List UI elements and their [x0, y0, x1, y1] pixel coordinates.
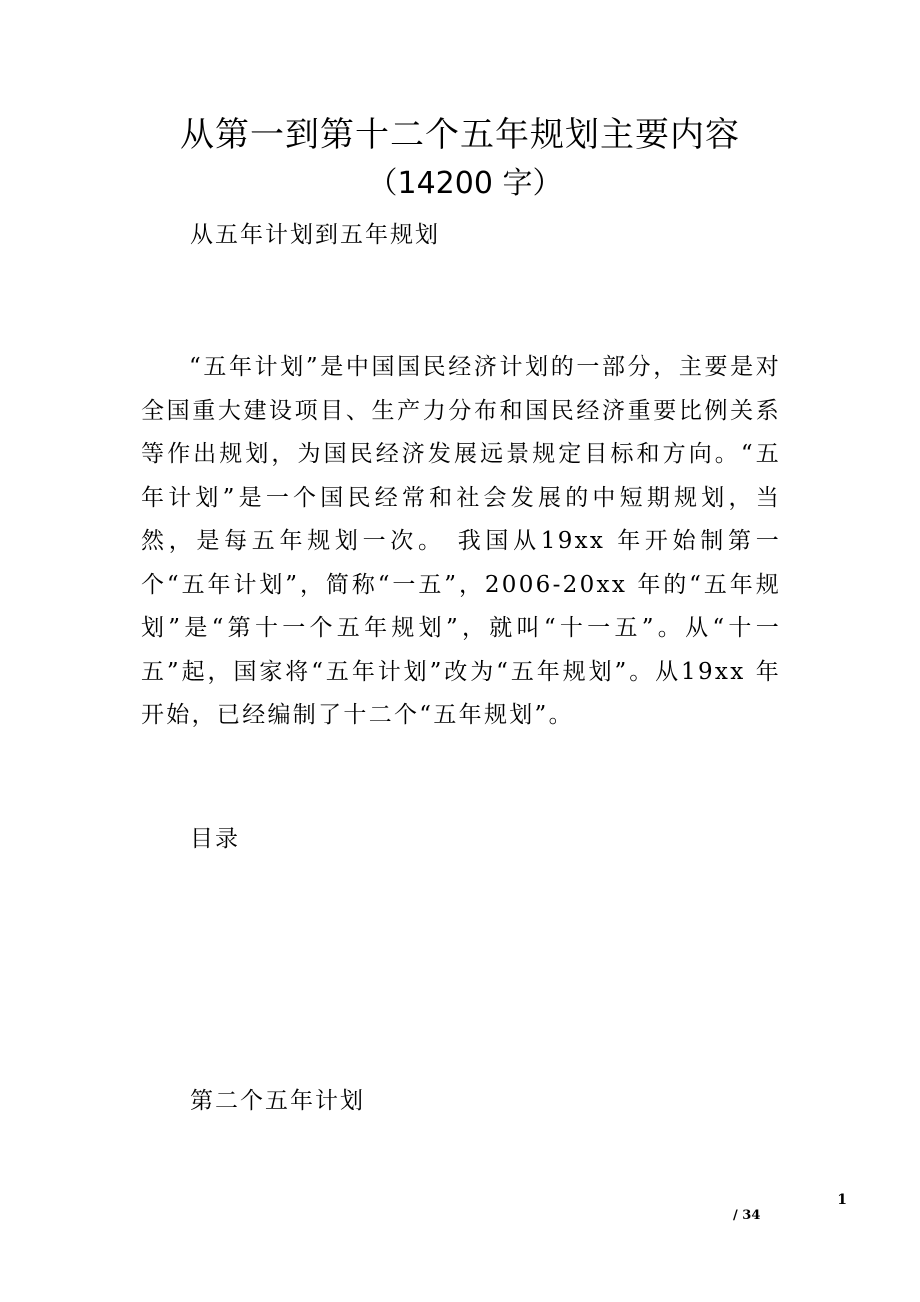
page-number: 1: [837, 1192, 847, 1208]
body-paragraph: “五年计划”是中国国民经济计划的一部分，主要是对全国重大建设项目、生产力分布和国民经济重要比例关系等作出规划，为国民经济发展远景规定目标和方向。“五年计划”是一个国民经常和社会发展的中短期规划，当然，是每五年规划一次。 我国从19xx 年开始制第一个“五年计划”，简称“一五”，2006-20xx 年的“五年规划”是“第十一个五年规划”，就叫“十一五”。从“十一五”起，国家将“五年计划”改为“五年规划”。从19xx 年开始，已经编制了十二个“五年规划”。: [141, 354, 781, 728]
section-heading: 从五年计划到五年规划: [190, 222, 440, 248]
document-subtitle: （14200 字）: [367, 166, 563, 201]
second-plan-heading: 第二个五年计划: [190, 1088, 365, 1114]
document-title: 从第一到第十二个五年规划主要内容: [180, 115, 740, 155]
toc-heading: 目录: [190, 826, 240, 852]
page-total: / 34: [733, 1208, 761, 1223]
